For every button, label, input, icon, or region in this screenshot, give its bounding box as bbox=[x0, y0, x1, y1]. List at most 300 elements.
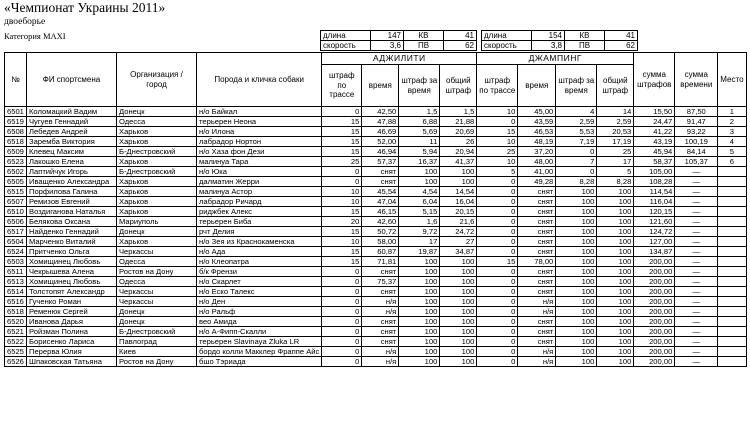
cell-jumping-fault: 0 bbox=[477, 317, 518, 327]
cell-jumping-fault: 0 bbox=[477, 357, 518, 367]
agility-length-label: длина bbox=[321, 31, 371, 41]
cell-num: 6526 bbox=[5, 357, 27, 367]
cell-name: Ройзман Полина bbox=[27, 327, 117, 337]
cell-dog: н/о Ден bbox=[197, 297, 322, 307]
cell-agility-time: снят bbox=[362, 177, 399, 187]
table-row bbox=[5, 107, 747, 117]
cell-agility-time-fault: 9,72 bbox=[399, 227, 440, 237]
cell-sum-time: — bbox=[675, 197, 718, 207]
cell-jumping-time: снят bbox=[518, 217, 556, 227]
cell-agility-fault: 0 bbox=[322, 177, 362, 187]
cell-sum-fault: 108,28 bbox=[634, 177, 675, 187]
cell-agility-time-fault: 100 bbox=[399, 257, 440, 267]
cell-agility-fault: 0 bbox=[322, 167, 362, 177]
cell-jumping-time: н/я bbox=[518, 307, 556, 317]
cell-agility-time: 57,37 bbox=[362, 157, 399, 167]
cell-sum-time: — bbox=[675, 207, 718, 217]
cell-sum-time: 87,50 bbox=[675, 107, 718, 117]
cell-place bbox=[718, 347, 746, 357]
cell-name: Притченко Ольга bbox=[27, 247, 117, 257]
cell-sum-time: — bbox=[675, 237, 718, 247]
cell-sum-time: — bbox=[675, 337, 718, 347]
cell-agility-fault: 0 bbox=[322, 297, 362, 307]
cell-jumping-time: 41,00 bbox=[518, 167, 556, 177]
cell-jumping-time: н/я bbox=[518, 297, 556, 307]
cell-jumping-time-fault: 8,28 bbox=[556, 177, 597, 187]
cell-org: Харьков bbox=[117, 127, 197, 137]
cell-dog: н/о Скарлет bbox=[197, 277, 322, 287]
cell-jumping-time-fault: 100 bbox=[556, 327, 597, 337]
cell-jumping-fault: 0 bbox=[477, 237, 518, 247]
cell-agility-time: снят bbox=[362, 287, 399, 297]
cell-place bbox=[718, 357, 746, 367]
cell-num: 6513 bbox=[5, 277, 27, 287]
cell-org: Харьков bbox=[117, 237, 197, 247]
cell-dog: н/о Хаза фон Дези bbox=[197, 147, 322, 157]
cell-dog: малинуа Тара bbox=[197, 157, 322, 167]
cell-dog: н/о Байкал bbox=[197, 107, 322, 117]
cell-jumping-fault: 5 bbox=[477, 167, 518, 177]
col-header-agility-time-fault: штраф за время bbox=[399, 65, 440, 107]
category-label: Категория MAXI bbox=[4, 31, 66, 41]
cell-sum-time: 91,47 bbox=[675, 117, 718, 127]
cell-agility-time: снят bbox=[362, 317, 399, 327]
cell-jumping-time-fault: 100 bbox=[556, 347, 597, 357]
agility-class-value: 41 bbox=[444, 31, 477, 41]
cell-agility-time: 47,88 bbox=[362, 117, 399, 127]
table-row bbox=[5, 207, 747, 217]
cell-num: 6504 bbox=[5, 237, 27, 247]
cell-agility-fault: 15 bbox=[322, 147, 362, 157]
cell-agility-fault: 20 bbox=[322, 217, 362, 227]
cell-agility-total: 100 bbox=[440, 277, 477, 287]
cell-place bbox=[718, 257, 746, 267]
table-row bbox=[5, 327, 747, 337]
cell-jumping-time-fault: 100 bbox=[556, 337, 597, 347]
results-table bbox=[4, 52, 747, 367]
cell-jumping-fault: 10 bbox=[477, 107, 518, 117]
cell-agility-total: 100 bbox=[440, 267, 477, 277]
cell-name: Коломацкий Вадим bbox=[27, 107, 117, 117]
table-row bbox=[5, 247, 747, 257]
cell-agility-fault: 0 bbox=[322, 267, 362, 277]
params-row-length bbox=[321, 31, 638, 41]
cell-num: 6516 bbox=[5, 297, 27, 307]
cell-jumping-time: 78,00 bbox=[518, 257, 556, 267]
cell-agility-time-fault: 100 bbox=[399, 327, 440, 337]
cell-dog: б/к Френзи bbox=[197, 267, 322, 277]
cell-jumping-total: 100 bbox=[597, 347, 634, 357]
params-row-speed bbox=[321, 41, 638, 51]
cell-jumping-fault: 10 bbox=[477, 157, 518, 167]
cell-org: Павлоград bbox=[117, 337, 197, 347]
cell-agility-time: 42,50 bbox=[362, 107, 399, 117]
cell-jumping-time: 45,00 bbox=[518, 107, 556, 117]
cell-agility-fault: 0 bbox=[322, 327, 362, 337]
cell-sum-time: — bbox=[675, 227, 718, 237]
cell-place bbox=[718, 287, 746, 297]
cell-jumping-total: 100 bbox=[597, 317, 634, 327]
cell-sum-fault: 200,00 bbox=[634, 307, 675, 317]
cell-jumping-time: снят bbox=[518, 207, 556, 217]
col-header-sum-time: сумма времени bbox=[675, 53, 718, 107]
page-title: «Чемпионат Украины 2011» bbox=[4, 0, 166, 15]
cell-name: Гученко Роман bbox=[27, 297, 117, 307]
cell-agility-time: 50,72 bbox=[362, 227, 399, 237]
cell-num: 6525 bbox=[5, 347, 27, 357]
cell-agility-fault: 0 bbox=[322, 277, 362, 287]
cell-jumping-fault: 0 bbox=[477, 277, 518, 287]
col-header-place: Место bbox=[718, 53, 746, 107]
cell-agility-time-fault: 6,88 bbox=[399, 117, 440, 127]
cell-agility-time: снят bbox=[362, 267, 399, 277]
cell-sum-fault: 200,00 bbox=[634, 277, 675, 287]
cell-dog: риджбек Алекс bbox=[197, 207, 322, 217]
cell-agility-fault: 15 bbox=[322, 257, 362, 267]
table-row bbox=[5, 307, 747, 317]
table-row bbox=[5, 177, 747, 187]
cell-jumping-total: 100 bbox=[597, 217, 634, 227]
cell-jumping-fault: 0 bbox=[477, 177, 518, 187]
cell-org: Черкассы bbox=[117, 287, 197, 297]
cell-name: Шпаковская Татьяна bbox=[27, 357, 117, 367]
cell-jumping-total: 14 bbox=[597, 107, 634, 117]
cell-name: Найденко Геннадий bbox=[27, 227, 117, 237]
cell-agility-fault: 10 bbox=[322, 187, 362, 197]
cell-sum-time: — bbox=[675, 307, 718, 317]
cell-sum-time: — bbox=[675, 257, 718, 267]
cell-agility-fault: 0 bbox=[322, 107, 362, 117]
cell-jumping-time: 48,00 bbox=[518, 157, 556, 167]
page-subtitle: двоеборье bbox=[4, 17, 46, 27]
cell-num: 6519 bbox=[5, 117, 27, 127]
cell-sum-time: — bbox=[675, 287, 718, 297]
table-row bbox=[5, 277, 747, 287]
cell-agility-time: н/я bbox=[362, 357, 399, 367]
cell-sum-time: 93,22 bbox=[675, 127, 718, 137]
cell-jumping-time: 37,20 bbox=[518, 147, 556, 157]
cell-jumping-time-fault: 7,19 bbox=[556, 137, 597, 147]
cell-name: Заремба Виктория bbox=[27, 137, 117, 147]
cell-agility-total: 20,94 bbox=[440, 147, 477, 157]
cell-agility-time-fault: 1,6 bbox=[399, 217, 440, 227]
cell-name: Клевец Максим bbox=[27, 147, 117, 157]
cell-sum-time: 100,19 bbox=[675, 137, 718, 147]
table-row bbox=[5, 237, 747, 247]
cell-jumping-time: 43,59 bbox=[518, 117, 556, 127]
jumping-class-value: 41 bbox=[605, 31, 638, 41]
cell-agility-time-fault: 100 bbox=[399, 297, 440, 307]
cell-org: Харьков bbox=[117, 137, 197, 147]
cell-agility-time: 46,69 bbox=[362, 127, 399, 137]
col-header-dog: Порода и кличка собаки bbox=[197, 53, 322, 107]
cell-agility-time: 71,81 bbox=[362, 257, 399, 267]
cell-dog: рчт Делия bbox=[197, 227, 322, 237]
cell-jumping-total: 100 bbox=[597, 297, 634, 307]
cell-dog: терьерен Биба bbox=[197, 217, 322, 227]
cell-agility-time: 45,54 bbox=[362, 187, 399, 197]
cell-sum-fault: 43,19 bbox=[634, 137, 675, 147]
cell-jumping-total: 2,59 bbox=[597, 117, 634, 127]
cell-sum-time: — bbox=[675, 177, 718, 187]
cell-org: Харьков bbox=[117, 187, 197, 197]
jumping-length: 154 bbox=[532, 31, 565, 41]
col-header-agility-total: общий штраф bbox=[440, 65, 477, 107]
cell-agility-time-fault: 100 bbox=[399, 167, 440, 177]
cell-num: 6505 bbox=[5, 177, 27, 187]
cell-jumping-time-fault: 7 bbox=[556, 157, 597, 167]
table-row bbox=[5, 337, 747, 347]
cell-sum-fault: 200,00 bbox=[634, 317, 675, 327]
cell-jumping-total: 100 bbox=[597, 357, 634, 367]
cell-jumping-time-fault: 100 bbox=[556, 277, 597, 287]
cell-sum-fault: 134,87 bbox=[634, 247, 675, 257]
cell-sum-time: — bbox=[675, 327, 718, 337]
cell-sum-time: 84,14 bbox=[675, 147, 718, 157]
cell-num: 6501 bbox=[5, 107, 27, 117]
cell-agility-fault: 25 bbox=[322, 157, 362, 167]
table-row bbox=[5, 197, 747, 207]
cell-jumping-total: 100 bbox=[597, 247, 634, 257]
cell-jumping-fault: 0 bbox=[477, 207, 518, 217]
cell-jumping-time: снят bbox=[518, 287, 556, 297]
cell-num: 6507 bbox=[5, 197, 27, 207]
cell-sum-time: — bbox=[675, 317, 718, 327]
col-header-jumping-fault: штраф по трассе bbox=[477, 65, 518, 107]
cell-name: Лаптийчук Игорь bbox=[27, 167, 117, 177]
cell-org: Мариуполь bbox=[117, 217, 197, 227]
cell-jumping-time: снят bbox=[518, 197, 556, 207]
cell-sum-fault: 200,00 bbox=[634, 357, 675, 367]
cell-name: Марченко Виталий bbox=[27, 237, 117, 247]
cell-jumping-time-fault: 0 bbox=[556, 167, 597, 177]
cell-agility-total: 20,69 bbox=[440, 127, 477, 137]
cell-agility-time: 47,04 bbox=[362, 197, 399, 207]
cell-agility-fault: 15 bbox=[322, 137, 362, 147]
cell-dog: терьерен Неона bbox=[197, 117, 322, 127]
cell-org: Б-Днестровский bbox=[117, 167, 197, 177]
cell-jumping-fault: 0 bbox=[477, 117, 518, 127]
table-row bbox=[5, 257, 747, 267]
cell-sum-fault: 116,04 bbox=[634, 197, 675, 207]
cell-dog: вео Амида bbox=[197, 317, 322, 327]
cell-jumping-total: 100 bbox=[597, 197, 634, 207]
table-row bbox=[5, 147, 747, 157]
cell-agility-time: 58,00 bbox=[362, 237, 399, 247]
cell-agility-time-fault: 100 bbox=[399, 357, 440, 367]
cell-place bbox=[718, 227, 746, 237]
cell-jumping-time: снят bbox=[518, 267, 556, 277]
cell-jumping-total: 100 bbox=[597, 287, 634, 297]
cell-jumping-time-fault: 100 bbox=[556, 357, 597, 367]
cell-jumping-fault: 15 bbox=[477, 257, 518, 267]
table-row bbox=[5, 347, 747, 357]
cell-agility-time-fault: 100 bbox=[399, 347, 440, 357]
cell-org: Харьков bbox=[117, 207, 197, 217]
col-header-agility-fault: штраф по трассе bbox=[322, 65, 362, 107]
cell-jumping-time-fault: 100 bbox=[556, 307, 597, 317]
cell-sum-fault: 105,00 bbox=[634, 167, 675, 177]
cell-jumping-fault: 0 bbox=[477, 187, 518, 197]
cell-jumping-total: 17 bbox=[597, 157, 634, 167]
cell-org: Донецк bbox=[117, 107, 197, 117]
cell-agility-total: 16,04 bbox=[440, 197, 477, 207]
cell-sum-time: — bbox=[675, 217, 718, 227]
cell-jumping-fault: 0 bbox=[477, 347, 518, 357]
cell-agility-total: 100 bbox=[440, 167, 477, 177]
cell-jumping-time-fault: 100 bbox=[556, 267, 597, 277]
cell-org: Одесса bbox=[117, 257, 197, 267]
cell-jumping-total: 8,28 bbox=[597, 177, 634, 187]
cell-dog: малинуа Астор bbox=[197, 187, 322, 197]
cell-jumping-time-fault: 100 bbox=[556, 207, 597, 217]
cell-place: 5 bbox=[718, 147, 746, 157]
cell-sum-fault: 58,37 bbox=[634, 157, 675, 167]
cell-jumping-time: снят bbox=[518, 247, 556, 257]
cell-jumping-time: снят bbox=[518, 237, 556, 247]
cell-org: Харьков bbox=[117, 157, 197, 167]
cell-jumping-time: снят bbox=[518, 317, 556, 327]
cell-num: 6521 bbox=[5, 327, 27, 337]
cell-agility-total: 27 bbox=[440, 237, 477, 247]
table-row bbox=[5, 297, 747, 307]
cell-agility-fault: 0 bbox=[322, 357, 362, 367]
cell-jumping-total: 20,53 bbox=[597, 127, 634, 137]
col-header-num: № bbox=[5, 53, 27, 107]
table-row bbox=[5, 187, 747, 197]
cell-jumping-fault: 0 bbox=[477, 307, 518, 317]
cell-jumping-time-fault: 100 bbox=[556, 187, 597, 197]
cell-agility-total: 20,15 bbox=[440, 207, 477, 217]
cell-name: Хомищинец Любовь bbox=[27, 277, 117, 287]
cell-sum-fault: 200,00 bbox=[634, 297, 675, 307]
cell-org: Киев bbox=[117, 347, 197, 357]
cell-sum-time: — bbox=[675, 187, 718, 197]
course-params-table bbox=[320, 30, 638, 51]
cell-num: 6523 bbox=[5, 157, 27, 167]
cell-agility-total: 100 bbox=[440, 257, 477, 267]
agility-speed-label: скорость bbox=[321, 41, 371, 51]
cell-num: 6511 bbox=[5, 267, 27, 277]
cell-jumping-time-fault: 5,53 bbox=[556, 127, 597, 137]
cell-jumping-fault: 0 bbox=[477, 297, 518, 307]
cell-num: 6506 bbox=[5, 217, 27, 227]
cell-place: 1 bbox=[718, 107, 746, 117]
cell-agility-time: снят bbox=[362, 167, 399, 177]
cell-agility-time: н/я bbox=[362, 347, 399, 357]
cell-agility-time-fault: 100 bbox=[399, 307, 440, 317]
cell-num: 6503 bbox=[5, 257, 27, 267]
cell-dog: лабрадор Ричард bbox=[197, 197, 322, 207]
cell-jumping-time: снят bbox=[518, 227, 556, 237]
cell-place: 2 bbox=[718, 117, 746, 127]
cell-jumping-fault: 0 bbox=[477, 227, 518, 237]
cell-name: Иванова Дарья bbox=[27, 317, 117, 327]
cell-jumping-time: снят bbox=[518, 327, 556, 337]
cell-place bbox=[718, 247, 746, 257]
cell-dog: н/о Юка bbox=[197, 167, 322, 177]
cell-name: Белякова Оксана bbox=[27, 217, 117, 227]
cell-agility-fault: 0 bbox=[322, 287, 362, 297]
cell-jumping-total: 100 bbox=[597, 277, 634, 287]
jumping-pv-label: ПВ bbox=[565, 41, 605, 51]
table-row bbox=[5, 167, 747, 177]
section-header-jumping: ДЖАМПИНГ bbox=[477, 53, 634, 65]
cell-agility-fault: 10 bbox=[322, 197, 362, 207]
cell-num: 6522 bbox=[5, 337, 27, 347]
cell-agility-time-fault: 100 bbox=[399, 267, 440, 277]
table-row bbox=[5, 157, 747, 167]
cell-agility-total: 100 bbox=[440, 347, 477, 357]
col-header-sum-fault: сумма штрафов bbox=[634, 53, 675, 107]
cell-agility-total: 100 bbox=[440, 327, 477, 337]
jumping-length-label: длина bbox=[482, 31, 532, 41]
table-row bbox=[5, 227, 747, 237]
cell-org: Одесса bbox=[117, 277, 197, 287]
cell-org: Ростов на Дону bbox=[117, 267, 197, 277]
cell-jumping-time: 49,28 bbox=[518, 177, 556, 187]
cell-jumping-time-fault: 100 bbox=[556, 237, 597, 247]
col-header-agility-time: время bbox=[362, 65, 399, 107]
cell-place: 3 bbox=[718, 127, 746, 137]
cell-jumping-total: 5 bbox=[597, 167, 634, 177]
cell-agility-total: 100 bbox=[440, 337, 477, 347]
cell-num: 6517 bbox=[5, 227, 27, 237]
cell-agility-time-fault: 100 bbox=[399, 287, 440, 297]
col-header-jumping-total: общий штраф bbox=[597, 65, 634, 107]
col-header-jumping-time-fault: штраф за время bbox=[556, 65, 597, 107]
cell-place bbox=[718, 197, 746, 207]
cell-agility-time-fault: 16,37 bbox=[399, 157, 440, 167]
cell-name: Лакошко Елена bbox=[27, 157, 117, 167]
cell-agility-fault: 0 bbox=[322, 347, 362, 357]
cell-agility-fault: 0 bbox=[322, 337, 362, 347]
cell-num: 6510 bbox=[5, 207, 27, 217]
cell-jumping-time: н/я bbox=[518, 347, 556, 357]
table-row bbox=[5, 287, 747, 297]
cell-agility-time-fault: 4,54 bbox=[399, 187, 440, 197]
cell-org: Черкассы bbox=[117, 297, 197, 307]
cell-jumping-fault: 0 bbox=[477, 267, 518, 277]
cell-jumping-total: 25 bbox=[597, 147, 634, 157]
cell-name: Порфилова Галина bbox=[27, 187, 117, 197]
cell-dog: н/о Еско Талекс bbox=[197, 287, 322, 297]
cell-agility-time: 46,15 bbox=[362, 207, 399, 217]
cell-agility-total: 41,37 bbox=[440, 157, 477, 167]
cell-jumping-total: 17,19 bbox=[597, 137, 634, 147]
cell-sum-time: — bbox=[675, 167, 718, 177]
cell-dog: н/о Зея из Краснокаменска bbox=[197, 237, 322, 247]
cell-dog: н/о А-Фипп-Скалли bbox=[197, 327, 322, 337]
cell-jumping-time-fault: 4 bbox=[556, 107, 597, 117]
cell-agility-total: 100 bbox=[440, 357, 477, 367]
cell-num: 6524 bbox=[5, 247, 27, 257]
cell-place bbox=[718, 177, 746, 187]
cell-place bbox=[718, 237, 746, 247]
cell-agility-total: 100 bbox=[440, 317, 477, 327]
cell-org: Б-Днестровский bbox=[117, 327, 197, 337]
cell-agility-time: 42,60 bbox=[362, 217, 399, 227]
cell-sum-fault: 45,94 bbox=[634, 147, 675, 157]
cell-name: Толстопят Александр bbox=[27, 287, 117, 297]
table-row bbox=[5, 137, 747, 147]
cell-jumping-fault: 0 bbox=[477, 217, 518, 227]
cell-jumping-total: 100 bbox=[597, 207, 634, 217]
cell-jumping-total: 100 bbox=[597, 257, 634, 267]
cell-agility-total: 100 bbox=[440, 177, 477, 187]
cell-place bbox=[718, 337, 746, 347]
table-row bbox=[5, 267, 747, 277]
